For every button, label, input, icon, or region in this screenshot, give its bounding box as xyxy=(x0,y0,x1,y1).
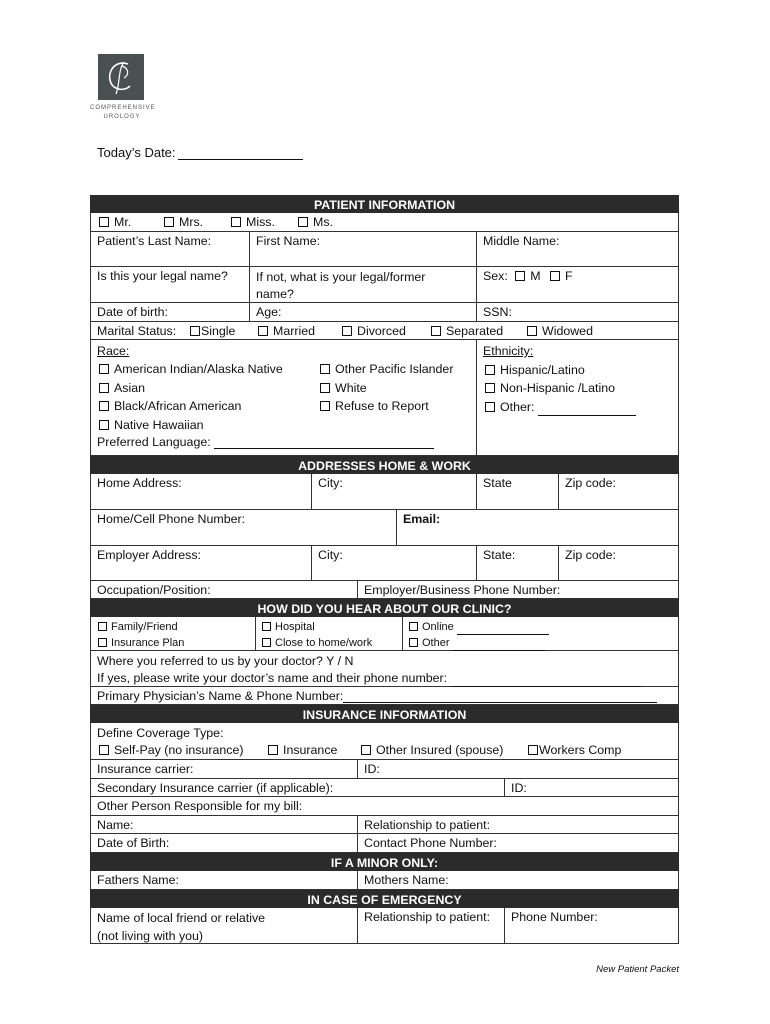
emergency-row xyxy=(90,908,679,944)
employer-address-field[interactable] xyxy=(91,546,311,580)
responsible-name-label: Name: xyxy=(97,818,134,832)
responsible-name-row xyxy=(90,816,679,834)
hear-online-input[interactable] xyxy=(457,624,549,635)
responsible-relationship-field[interactable] xyxy=(357,816,678,833)
home-address-row xyxy=(90,474,679,510)
race-black[interactable]: Black/African American xyxy=(99,397,283,416)
checkbox-icon[interactable] xyxy=(190,326,200,336)
employer-address-label: Employer Address: xyxy=(97,548,201,562)
checkbox-icon[interactable] xyxy=(231,217,241,227)
emergency-phone-label: Phone Number: xyxy=(511,910,598,924)
hear-hospital[interactable]: Hospital xyxy=(262,619,402,635)
responsible-dob-row xyxy=(90,834,679,853)
hear-family-friend[interactable]: Family/Friend xyxy=(98,619,255,635)
patient-form xyxy=(90,195,679,944)
section-minor: IF A MINOR ONLY: xyxy=(90,853,679,871)
father-name-label: Fathers Name: xyxy=(97,873,179,887)
marital-single[interactable]: Single xyxy=(190,324,235,338)
parents-row xyxy=(90,871,679,890)
checkbox-icon[interactable] xyxy=(262,638,271,647)
footer-text: New Patient Packet xyxy=(596,964,679,975)
secondary-id-field[interactable] xyxy=(504,779,678,796)
checkbox-icon[interactable] xyxy=(98,638,107,647)
employer-phone-label: Employer/Business Phone Number: xyxy=(364,583,561,597)
emergency-relationship-label: Relationship to patient: xyxy=(364,910,491,924)
legal-name-question: Is this your legal name? xyxy=(97,269,228,283)
marital-widowed[interactable]: Widowed xyxy=(527,324,593,338)
logo-monogram-icon xyxy=(98,54,144,100)
coverage-type-label: Define Coverage Type: xyxy=(97,726,224,740)
marital-married[interactable]: Married xyxy=(258,324,315,338)
sex-m-checkbox-icon[interactable] xyxy=(515,271,525,281)
carrier-label: Insurance carrier: xyxy=(97,762,194,776)
marital-status-label: Marital Status: xyxy=(97,324,177,338)
checkbox-icon[interactable] xyxy=(298,217,308,227)
emergency-name-field[interactable] xyxy=(91,908,357,943)
primary-physician-input[interactable] xyxy=(343,691,657,703)
checkbox-icon[interactable] xyxy=(485,365,495,375)
dob-label: Date of birth: xyxy=(97,305,168,319)
ethnicity-label: Ethnicity: xyxy=(483,344,534,358)
secondary-carrier-row xyxy=(90,779,679,797)
referral-row xyxy=(90,651,679,687)
sex-label: Sex: xyxy=(483,269,508,283)
carrier-id-field[interactable] xyxy=(357,760,678,778)
primary-physician-field[interactable] xyxy=(91,687,678,704)
ethnicity-non-hispanic[interactable]: Non-Hispanic /Latino xyxy=(483,379,678,398)
email-field[interactable] xyxy=(396,510,678,545)
checkbox-icon[interactable] xyxy=(99,364,109,374)
mother-name-field[interactable] xyxy=(357,871,678,889)
title-miss[interactable]: Miss. xyxy=(231,215,275,229)
title-mrs[interactable]: Mrs. xyxy=(164,215,203,229)
checkbox-icon[interactable] xyxy=(99,217,109,227)
checkbox-icon[interactable] xyxy=(361,745,371,755)
employer-address-row xyxy=(90,546,679,581)
name-row xyxy=(90,231,679,267)
checkbox-icon[interactable] xyxy=(320,401,330,411)
ethnicity-other-input[interactable] xyxy=(538,404,636,416)
occupation-row xyxy=(90,581,679,599)
occupation-field[interactable] xyxy=(91,581,357,598)
hear-other-input[interactable] xyxy=(453,640,545,651)
race-options-col2 xyxy=(320,360,453,416)
coverage-row xyxy=(90,723,679,760)
checkbox-icon[interactable] xyxy=(320,364,330,374)
emergency-name-sublabel: (not living with you) xyxy=(97,928,204,943)
carrier-id-label: ID: xyxy=(364,762,380,776)
preferred-language-label: Preferred Language: xyxy=(97,435,211,449)
title-row xyxy=(90,213,679,231)
responsible-relationship-label: Relationship to patient: xyxy=(364,818,491,832)
race-american-indian[interactable]: American Indian/Alaska Native xyxy=(99,360,283,379)
preferred-language-input[interactable] xyxy=(214,437,434,449)
occupation-label: Occupation/Position: xyxy=(97,583,211,597)
preferred-language-field[interactable] xyxy=(97,435,434,449)
responsible-label: Other Person Responsible for my bill: xyxy=(97,799,303,813)
coverage-other-insured[interactable]: Other Insured (spouse) xyxy=(361,742,503,760)
employer-state-label: State: xyxy=(483,548,516,562)
primary-physician-row xyxy=(90,687,679,705)
checkbox-icon[interactable] xyxy=(258,326,268,336)
section-hear-about: HOW DID YOU HEAR ABOUT OUR CLINIC? xyxy=(90,599,679,617)
employer-zip-label: Zip code: xyxy=(565,548,616,562)
checkbox-icon[interactable] xyxy=(409,638,418,647)
checkbox-icon[interactable] xyxy=(268,745,278,755)
checkbox-icon[interactable] xyxy=(485,402,495,412)
sex-field xyxy=(476,267,678,302)
dob-row xyxy=(90,303,679,321)
logo-line2: UROLOGY xyxy=(103,114,141,120)
primary-physician-label: Primary Physician’s Name & Phone Number: xyxy=(97,689,344,703)
employer-city-label: City: xyxy=(318,548,343,562)
checkbox-icon[interactable] xyxy=(485,383,495,393)
secondary-carrier-field[interactable] xyxy=(91,779,504,796)
emergency-name-label: Name of local friend or relative xyxy=(97,911,266,925)
section-patient-information: PATIENT INFORMATION xyxy=(90,195,679,213)
checkbox-icon[interactable] xyxy=(98,622,107,631)
referring-doctor-input[interactable] xyxy=(451,675,641,687)
checkbox-icon[interactable] xyxy=(431,326,441,336)
secondary-carrier-label: Secondary Insurance carrier (if applicable): xyxy=(97,781,334,795)
age-label: Age: xyxy=(256,305,282,319)
checkbox-icon[interactable] xyxy=(342,326,352,336)
first-name-field[interactable] xyxy=(249,232,476,266)
father-name-field[interactable] xyxy=(91,871,357,889)
checkbox-icon[interactable] xyxy=(99,745,109,755)
employer-zip-field[interactable] xyxy=(558,546,678,580)
checkbox-icon[interactable] xyxy=(528,745,538,755)
mother-name-label: Mothers Name: xyxy=(364,873,449,887)
contact-phone-field[interactable] xyxy=(357,834,678,852)
employer-city-field[interactable] xyxy=(311,546,476,580)
middle-name-field[interactable] xyxy=(476,232,678,266)
responsible-dob-label: Date of Birth: xyxy=(97,836,170,850)
todays-date-field xyxy=(97,145,303,160)
former-name-question-2: name? xyxy=(256,287,294,301)
phone-row xyxy=(90,510,679,546)
last-name-label: Patient’s Last Name: xyxy=(97,234,212,248)
race-white[interactable]: White xyxy=(320,379,453,398)
phone-label: Home/Cell Phone Number: xyxy=(97,512,246,526)
todays-date-label: Today’s Date: xyxy=(97,145,176,160)
section-addresses: ADDRESSES HOME & WORK xyxy=(90,456,679,474)
todays-date-input[interactable] xyxy=(178,147,303,160)
section-emergency: IN CASE OF EMERGENCY xyxy=(90,890,679,908)
phone-field[interactable] xyxy=(91,510,396,545)
ethnicity-other[interactable]: Other: xyxy=(483,398,678,417)
responsible-row xyxy=(90,797,679,816)
hear-insurance-plan[interactable]: Insurance Plan xyxy=(98,635,255,651)
race-pacific-islander[interactable]: Other Pacific Islander xyxy=(320,360,453,379)
title-ms[interactable]: Ms. xyxy=(298,215,333,229)
marital-row xyxy=(90,321,679,340)
hear-close-to-home[interactable]: Close to home/work xyxy=(262,635,402,651)
first-name-label: First Name: xyxy=(256,234,321,248)
responsible-name-field[interactable] xyxy=(91,816,357,833)
home-address-field[interactable] xyxy=(91,474,311,509)
title-mr[interactable]: Mr. xyxy=(99,215,131,229)
ssn-label: SSN: xyxy=(483,305,512,319)
secondary-id-label: ID: xyxy=(511,781,527,795)
coverage-insurance[interactable]: Insurance xyxy=(268,742,337,760)
race-asian[interactable]: Asian xyxy=(99,379,283,398)
city-field[interactable] xyxy=(311,474,476,509)
state-label: State xyxy=(483,476,512,490)
sex-f-label: F xyxy=(565,269,573,283)
city-label: City: xyxy=(318,476,343,490)
checkbox-icon[interactable] xyxy=(99,401,109,411)
hear-options-row xyxy=(90,617,679,651)
ssn-field[interactable] xyxy=(476,303,678,321)
checkbox-icon[interactable] xyxy=(409,622,418,631)
contact-phone-label: Contact Phone Number: xyxy=(364,836,497,850)
emergency-phone-field[interactable] xyxy=(504,908,678,943)
carrier-row xyxy=(90,760,679,779)
section-insurance: INSURANCE INFORMATION xyxy=(90,705,679,723)
marital-divorced[interactable]: Divorced xyxy=(342,324,406,338)
race-label: Race: xyxy=(97,344,130,358)
checkbox-icon[interactable] xyxy=(527,326,537,336)
hear-online[interactable]: Online xyxy=(409,619,678,635)
logo-line1: COMPREHENSIVE xyxy=(90,105,156,111)
clinic-logo xyxy=(98,54,144,100)
checkbox-icon[interactable] xyxy=(262,622,271,631)
ethnicity-hispanic[interactable]: Hispanic/Latino xyxy=(483,361,678,380)
home-address-label: Home Address: xyxy=(97,476,182,490)
marital-separated[interactable]: Separated xyxy=(431,324,503,338)
responsible-dob-field[interactable] xyxy=(91,834,357,852)
employer-state-field[interactable] xyxy=(476,546,558,580)
emergency-relationship-field[interactable] xyxy=(357,908,504,943)
zip-label: Zip code: xyxy=(565,476,616,490)
race-refuse[interactable]: Refuse to Report xyxy=(320,397,453,416)
checkbox-icon[interactable] xyxy=(99,420,109,430)
sex-f-checkbox-icon[interactable] xyxy=(550,271,560,281)
employer-phone-field[interactable] xyxy=(357,581,678,598)
race-options-col1 xyxy=(99,360,283,434)
legal-name-row xyxy=(90,267,679,303)
referred-detail-label: If yes, please write your doctor’s name and their phone number: xyxy=(97,671,448,685)
email-label: Email: xyxy=(403,512,441,526)
ethnicity-block xyxy=(476,340,678,455)
race-ethnicity-row xyxy=(90,340,679,456)
hear-other[interactable]: Other xyxy=(409,635,678,651)
former-name-question: If not, what is your legal/former xyxy=(256,270,426,284)
referred-detail[interactable] xyxy=(97,670,678,687)
age-field[interactable] xyxy=(249,303,476,321)
middle-name-label: Middle Name: xyxy=(483,234,560,248)
coverage-self-pay[interactable]: Self-Pay (no insurance) xyxy=(99,742,243,760)
sex-m-label: M xyxy=(530,269,541,283)
race-native-hawaiian[interactable]: Native Hawaiian xyxy=(99,416,283,435)
zip-field[interactable] xyxy=(558,474,678,509)
checkbox-icon[interactable] xyxy=(99,383,109,393)
referred-question: Where you referred to us by your doctor? Y / N xyxy=(97,654,354,668)
carrier-field[interactable] xyxy=(91,760,357,778)
checkbox-icon[interactable] xyxy=(320,383,330,393)
checkbox-icon[interactable] xyxy=(164,217,174,227)
coverage-workers-comp[interactable]: Workers Comp xyxy=(528,742,621,760)
state-field[interactable] xyxy=(476,474,558,509)
